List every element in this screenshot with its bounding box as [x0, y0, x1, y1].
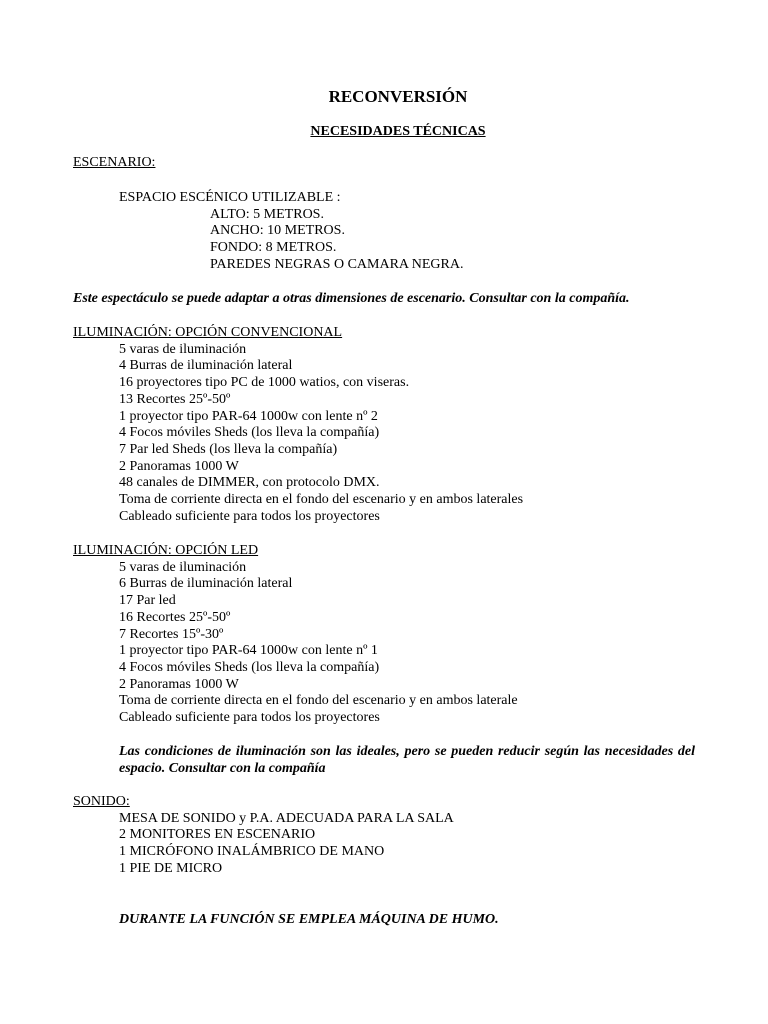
list-item: 16 proyectores tipo PC de 1000 watios, con viseras. — [119, 375, 410, 391]
sonido-section — [73, 794, 703, 878]
list-item: 2 Panoramas 1000 W — [119, 676, 239, 692]
list-item: 17 Par led — [119, 593, 176, 609]
list-item: 2 MONITORES EN ESCENARIO — [119, 827, 316, 843]
iluminacion-led-heading: ILUMINACIÓN: OPCIÓN LED — [73, 543, 259, 558]
list-item: 4 Focos móviles Sheds (los lleva la compañía) — [119, 659, 380, 675]
list-item: 16 Recortes 25º-50º — [119, 609, 231, 625]
list-item: 6 Burras de iluminación lateral — [119, 576, 293, 592]
iluminacion-convencional-heading: ILUMINACIÓN: OPCIÓN CONVENCIONAL — [73, 325, 343, 340]
list-item: 48 canales de DIMMER, con protocolo DMX. — [119, 475, 380, 491]
escenario-heading: ESCENARIO: — [73, 155, 156, 170]
list-item: Toma de corriente directa en el fondo del escenario y en ambos laterales — [119, 492, 524, 508]
list-item: 13 Recortes 25º-50º — [119, 391, 231, 407]
escenario-item: ALTO: 5 METROS. — [210, 206, 324, 222]
list-item: 1 proyector tipo PAR-64 1000w con lente nº 2 — [119, 408, 378, 424]
list-item: 4 Focos móviles Sheds (los lleva la compañía) — [119, 425, 380, 441]
list-item: 2 Panoramas 1000 W — [119, 458, 239, 474]
escenario-item: FONDO: 8 METROS. — [210, 240, 337, 256]
list-item: 1 PIE DE MICRO — [119, 860, 223, 876]
list-item: 7 Recortes 15º-30º — [119, 626, 224, 642]
list-item: Cableado suficiente para todos los proyectores — [119, 508, 380, 524]
escenario-item: ANCHO: 10 METROS. — [210, 223, 345, 239]
footer-note-block — [73, 912, 703, 929]
list-item: 7 Par led Sheds (los lleva la compañía) — [119, 441, 338, 457]
iluminacion-convencional-section — [73, 325, 703, 525]
document-subtitle: NECESIDADES TÉCNICAS — [310, 124, 486, 139]
iluminacion-led-note-block — [119, 744, 695, 777]
escenario-note-block — [73, 291, 703, 308]
list-item: 1 MICRÓFONO INALÁMBRICO DE MANO — [119, 844, 385, 860]
escenario-intro: ESPACIO ESCÉNICO UTILIZABLE : — [119, 190, 341, 205]
list-item: 5 varas de iluminación — [119, 559, 247, 575]
escenario-item: PAREDES NEGRAS O CAMARA NEGRA. — [210, 256, 464, 272]
list-item: Cableado suficiente para todos los proyectores — [119, 710, 380, 726]
document-title: RECONVERSIÓN — [328, 87, 468, 106]
list-item: 1 proyector tipo PAR-64 1000w con lente nº 1 — [119, 643, 378, 659]
iluminacion-led-note: Las condiciones de iluminación son las ideales, pero se pueden reducir según las necesidades del espacio. Consultar con la compañía — [119, 744, 695, 776]
escenario-section — [73, 155, 703, 172]
list-item: 4 Burras de iluminación lateral — [119, 358, 293, 374]
list-item: 5 varas de iluminación — [119, 341, 247, 357]
sonido-heading: SONIDO: — [73, 794, 130, 809]
list-item: MESA DE SONIDO y P.A. ADECUADA PARA LA SALA — [119, 810, 454, 826]
footer-note: DURANTE LA FUNCIÓN SE EMPLEA MÁQUINA DE HUMO. — [119, 912, 499, 927]
list-item: Toma de corriente directa en el fondo del escenario y en ambos laterale — [119, 693, 518, 709]
escenario-details — [73, 190, 703, 274]
escenario-note: Este espectáculo se puede adaptar a otras dimensiones de escenario. Consultar con la compañía. — [73, 291, 630, 306]
iluminacion-led-section — [73, 543, 703, 727]
